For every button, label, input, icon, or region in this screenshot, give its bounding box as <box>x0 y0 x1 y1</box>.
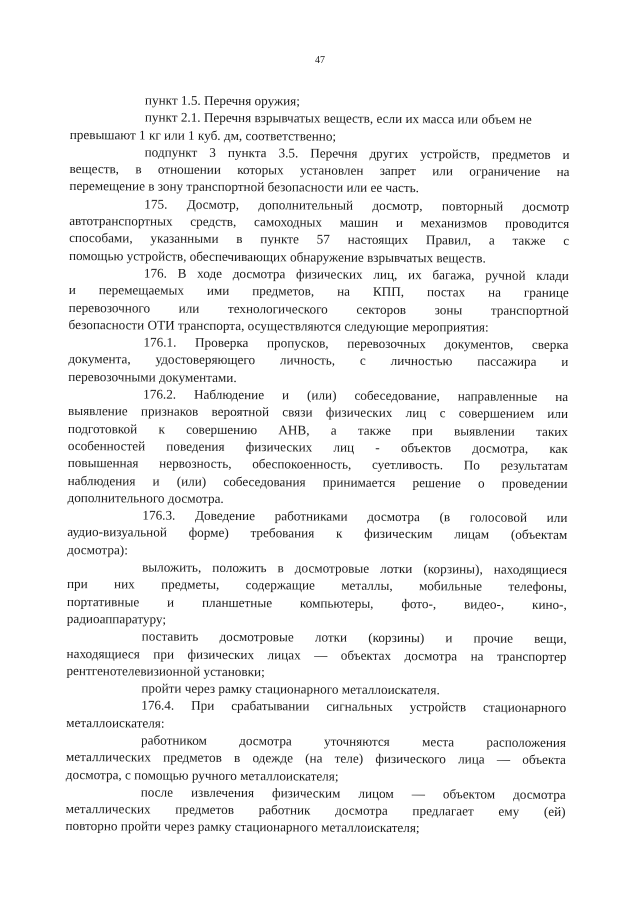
document-body <box>65 92 570 839</box>
text-line: перемещение в зону транспортной безопасности или ее часть. <box>69 178 420 196</box>
text-line: 175. Досмотр, дополнительный досмотр, повторный досмотр <box>144 196 570 214</box>
text-line: портативные и планшетные компьютеры, фото-, видео-, кино-, <box>66 593 567 612</box>
page-number: 47 <box>315 55 325 66</box>
text-line: и перемещаемых ими предметов, на КПП, постах на границе <box>68 282 569 301</box>
text-line: помощью устройств, обеспечивающих обнаружение взрывчатых веществ. <box>68 247 486 266</box>
text-line: особенностей поведения физических лиц - объектов досмотра, как <box>67 437 568 456</box>
text-line: превышают 1 кг или 1 куб. дм, соответственно; <box>69 126 337 144</box>
text-line: выложить, положить в досмотровые лотки (корзины), находящиеся <box>142 559 568 578</box>
text-line: при них предметы, содержащие металлы, мобильные телефоны, <box>66 576 568 595</box>
text-line: 176.2. Наблюдение и (или) собеседование, направленные на <box>143 386 569 405</box>
text-line: рентгенотелевизионной установки; <box>66 662 265 679</box>
text-line: повторно пройти через рамку стационарного металлоискателя; <box>65 818 420 836</box>
text-line: повышенная нервозность, обеспокоенность, суетливость. По результатам <box>67 455 568 474</box>
text-line: металлоискателя: <box>66 714 165 731</box>
text-line: металлических предметов в одежде (на теле) физического лица — объекта <box>65 749 566 768</box>
text-line: находящиеся при физических лицах — объектах досмотра на транспортер <box>66 645 567 664</box>
text-line: автотранспортных средств, самоходных машин и механизмов проводится <box>69 213 570 232</box>
text-line: 176.4. При срабатывании сигнальных устройств стационарного <box>141 697 567 716</box>
text-line: безопасности ОТИ транспорта, осуществляются следующие мероприятия: <box>68 316 489 335</box>
text-line: 176.3. Доведение работниками досмотра (в голосовой или <box>142 507 568 526</box>
text-line: досмотра, с помощью ручного металлоискателя; <box>65 766 339 784</box>
text-line: документа, удостоверяющего личность, с личностью пассажира и <box>68 351 569 370</box>
text-line: выявление признаков вероятной связи физических лиц с совершением или <box>68 403 569 422</box>
text-line: дополнительного досмотра. <box>67 489 224 506</box>
text-line: наблюдения и (или) собеседования принимается решение о проведении <box>67 472 568 491</box>
text-line: веществ, в отношении которых установлен запрет или ограничение на <box>69 161 570 180</box>
text-line: после извлечения физическим лицом — объектом досмотра <box>140 784 566 802</box>
text-line: подпункт 3 пункта 3.5. Перечня других устройств, предметов и <box>144 144 570 162</box>
text-line: 176.1. Проверка пропусков, перевозочных документов, сверка <box>143 334 569 353</box>
text-line: 176. В ходе досмотра физических лиц, их багажа, ручной клади <box>143 265 569 284</box>
text-line: пункт 1.5. Перечня оружия; <box>144 92 300 109</box>
text-line: подготовкой к совершению АНВ, а также при выявлении таких <box>67 420 568 439</box>
text-line: металлических предметов работник досмотра предлагает ему (ей) <box>65 801 566 820</box>
text-line: пункт 2.1. Перечня взрывчатых веществ, если их масса или объем не <box>144 109 532 128</box>
text-line: поставить досмотровые лотки (корзины) и прочие вещи, <box>141 628 567 647</box>
text-line: перевозочными документами. <box>68 368 237 385</box>
text-line: аудио-визуальной форме) требования к физическим лицам (объектам <box>67 524 568 543</box>
text-line: радиоаппаратуру; <box>66 610 167 627</box>
text-line: способами, указанными в пункте 57 настоящих Правил, а также с <box>69 230 570 249</box>
text-line: пройти через рамку стационарного металлоискателя. <box>141 680 440 698</box>
text-line: досмотра): <box>67 541 128 558</box>
text-line: работником досмотра уточняются места расположения <box>140 732 567 751</box>
text-line: перевозочного или технологического секторов зоны транспортной <box>68 299 569 318</box>
